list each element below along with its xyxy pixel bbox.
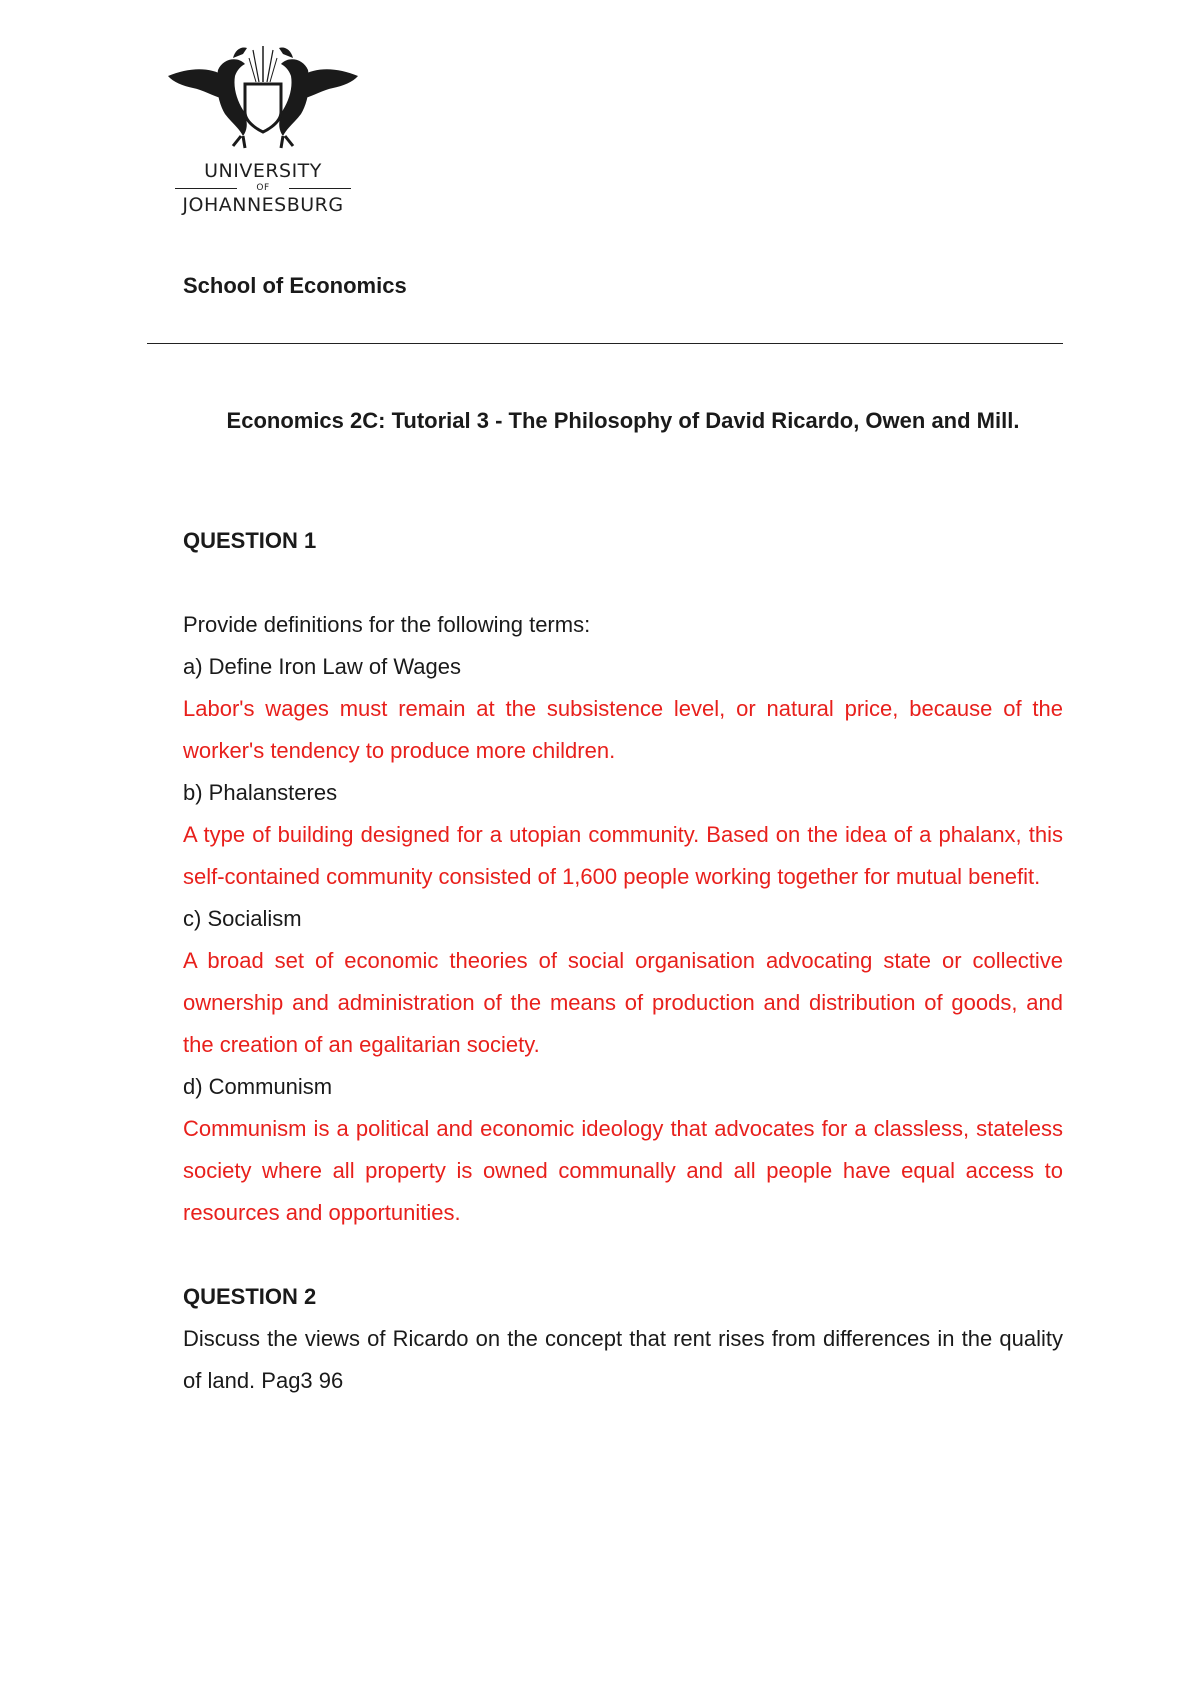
- item-c-label: c) Socialism: [183, 906, 302, 931]
- item-a-label: a) Define Iron Law of Wages: [183, 654, 461, 679]
- logo-text-johannesburg: JOHANNESBURG: [182, 194, 344, 216]
- logo-text-of: OF: [256, 183, 270, 193]
- question-2-heading: QUESTION 2: [183, 1284, 317, 1309]
- document-body: [183, 520, 1063, 1402]
- item-b-answer: A type of building designed for a utopian community. Based on the idea of a phalanx, this self-contained community consisted of 1,600 people working together for mutual benefit.: [183, 822, 1063, 889]
- document-title: Economics 2C: Tutorial 3 - The Philosophy of David Ricardo, Owen and Mill.: [226, 408, 1020, 433]
- school-name: School of Economics: [183, 273, 407, 298]
- question-1-heading: QUESTION 1: [183, 528, 317, 553]
- item-c-answer: A broad set of economic theories of social organisation advocating state or collective ownership and administration of the means of production and distribution of goods, and the creation of an egalitarian society.: [183, 948, 1063, 1057]
- item-d-answer: Communism is a political and economic ideology that advocates for a classless, stateless society where all property is owned communally and all people have equal access to resources and opportunities.: [183, 1116, 1063, 1225]
- logo-rule-right: [289, 188, 351, 189]
- item-b-label: b) Phalansteres: [183, 780, 338, 805]
- spacer: [183, 562, 1063, 604]
- header-divider: [147, 343, 1063, 344]
- university-logo: [163, 38, 363, 218]
- question-2-text: Discuss the views of Ricardo on the concept that rent rises from differences in the quality of land. Pag3 96: [183, 1326, 1063, 1393]
- item-a-answer: Labor's wages must remain at the subsistence level, or natural price, because of the worker's tendency to produce more children.: [183, 696, 1063, 763]
- bird-crest-icon: [163, 38, 363, 158]
- item-d-label: d) Communism: [183, 1074, 333, 1099]
- logo-text-university: UNIVERSITY: [204, 160, 322, 182]
- spacer: [183, 1234, 1063, 1276]
- question-1-prompt: Provide definitions for the following terms:: [183, 612, 591, 637]
